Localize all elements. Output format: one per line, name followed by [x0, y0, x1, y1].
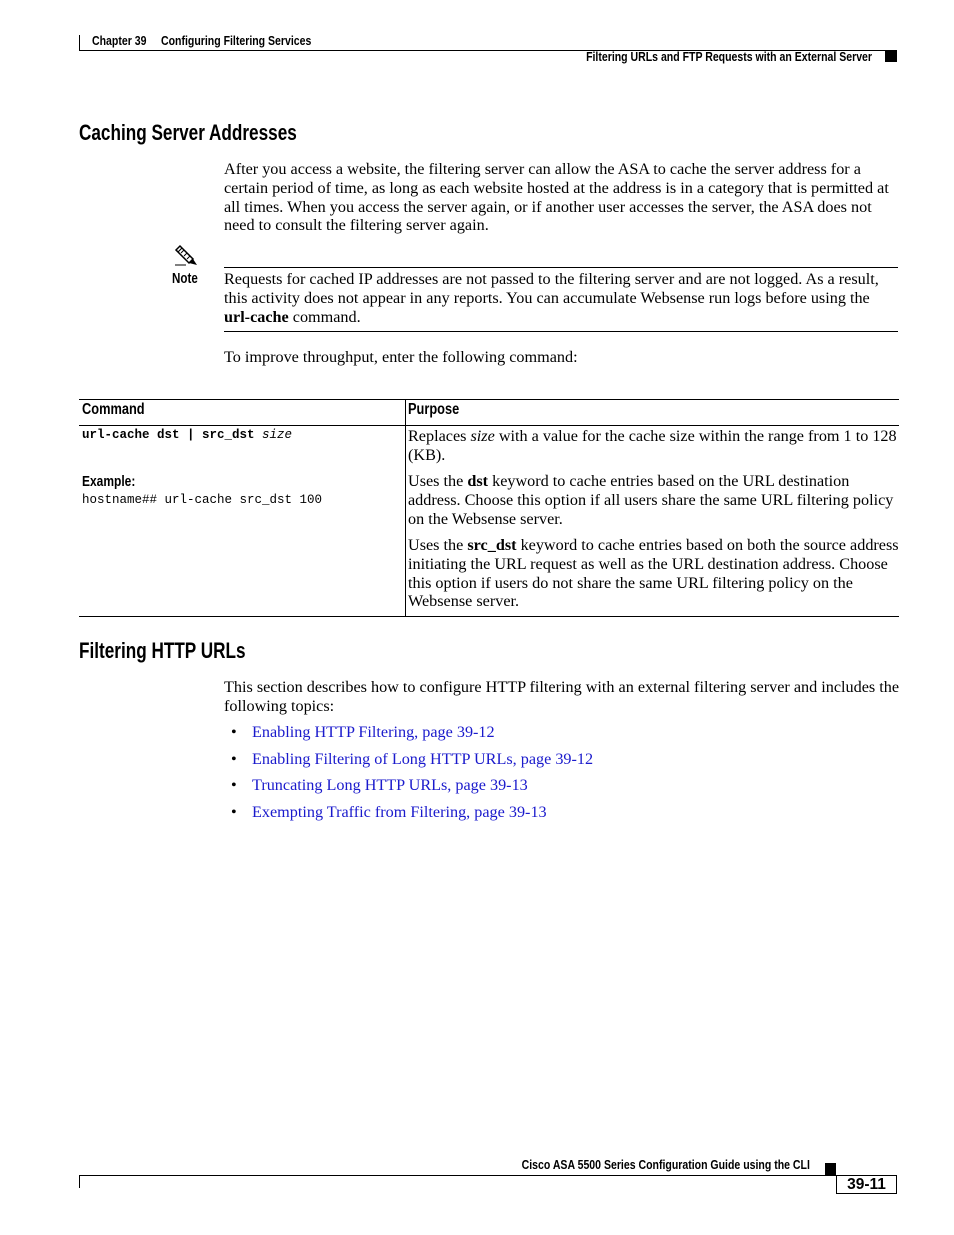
bullet-icon	[231, 776, 237, 795]
table-bottom-rule	[79, 616, 899, 617]
paragraph-line: This section describes how to configure HTTP filtering with an external filtering server and includes the	[224, 678, 900, 696]
footer-guide-title: Cisco ASA 5500 Series Configuration Guide using the CLI	[521, 1157, 810, 1172]
purpose-line	[408, 427, 897, 446]
header-marker-square	[885, 50, 897, 62]
example-command: hostname## url-cache src_dst 100	[82, 493, 323, 507]
command-lead-in: To improve throughput, enter the following command:	[224, 348, 578, 366]
command-argument: size	[262, 428, 293, 442]
paragraph-line: following topics:	[224, 696, 335, 715]
paragraph-line: certain period of time, as long as each website hosted at the address is in a category that is permitted at	[224, 178, 889, 197]
purpose-text: Uses the	[408, 472, 468, 490]
command-keywords: url-cache dst | src_dst	[82, 428, 263, 442]
purpose-term: dst	[467, 472, 489, 490]
topic-link-long-http-urls[interactable]: Enabling Filtering of Long HTTP URLs, page 39-12	[252, 750, 594, 768]
footer-marker-square	[825, 1163, 836, 1175]
purpose-line: on the Websense server.	[408, 509, 563, 528]
topic-list-item	[252, 723, 495, 742]
purpose-line: Websense server.	[408, 592, 520, 611]
purpose-text: Uses the	[408, 536, 468, 554]
table-header-purpose: Purpose	[408, 401, 460, 418]
chapter-title: Configuring Filtering Services	[161, 33, 312, 48]
purpose-term: src_dst	[467, 536, 517, 554]
chapter-number: Chapter 39	[92, 33, 147, 48]
page-number	[836, 1175, 897, 1194]
table-column-divider	[405, 399, 406, 617]
topic-link-truncating-urls[interactable]: Truncating Long HTTP URLs, page 39-13	[252, 776, 528, 794]
topic-list-item	[252, 750, 593, 769]
purpose-text: with a value for the cache size within the range from 1 to 128	[494, 427, 897, 445]
paragraph-line: all times. When you access the server again, or if another user accesses the server, the ASA does not	[224, 197, 872, 216]
topic-list-item	[252, 776, 528, 795]
note-label: Note	[172, 271, 198, 287]
purpose-text: keyword to cache entries based on the URL destination	[488, 472, 850, 490]
purpose-dst-keyword	[408, 472, 893, 528]
purpose-line: address. Choose this option if all users share the same URL filtering policy	[408, 490, 894, 509]
command-syntax	[82, 428, 292, 442]
section-running-title: Filtering URLs and FTP Requests with an External Server	[586, 49, 872, 64]
topic-link-exempting-traffic[interactable]: Exempting Traffic from Filtering, page 39-13	[252, 803, 547, 821]
purpose-line: (KB).	[408, 445, 446, 464]
caching-intro-paragraph	[224, 160, 889, 235]
purpose-line: this option if users do not share the same URL filtering policy on the	[408, 573, 853, 592]
table-top-rule	[79, 399, 899, 400]
header-left-tick	[79, 35, 80, 51]
page-number-text: 39-11	[847, 1175, 886, 1193]
bullet-icon	[231, 750, 237, 769]
note-line-rest: command.	[288, 307, 361, 326]
table-header-command: Command	[82, 401, 145, 418]
purpose-src-dst-keyword	[408, 536, 899, 611]
paragraph-line: After you access a website, the filtering server can allow the ASA to cache the server address for a	[224, 160, 861, 178]
heading-caching-server-addresses: Caching Server Addresses	[79, 120, 297, 145]
purpose-replaces-size	[408, 427, 897, 465]
footer-rule	[79, 1175, 836, 1176]
note-line	[224, 308, 879, 327]
note-top-rule	[224, 267, 898, 268]
purpose-line	[408, 472, 893, 491]
bullet-icon	[231, 803, 237, 822]
example-label: Example:	[82, 473, 136, 490]
note-pencil-icon	[174, 244, 200, 266]
table-header-rule	[79, 425, 899, 426]
note-line: this activity does not appear in any reports. You can accumulate Websense run logs before using the	[224, 288, 870, 307]
purpose-line: initiating the URL request as well as the URL destination address. Choose	[408, 554, 888, 573]
http-intro-paragraph	[224, 678, 899, 716]
purpose-text: keyword to cache entries based on both the source address	[516, 536, 899, 554]
purpose-term: size	[470, 427, 495, 445]
topic-list-item	[252, 803, 547, 822]
purpose-text: Replaces	[408, 427, 471, 445]
note-line: Requests for cached IP addresses are not passed to the filtering server and are not logged. As a result,	[224, 270, 879, 288]
topic-link-enabling-http-filtering[interactable]: Enabling HTTP Filtering, page 39-12	[252, 723, 495, 741]
note-command-keyword: url-cache	[224, 307, 289, 326]
heading-filtering-http-urls: Filtering HTTP URLs	[79, 638, 246, 663]
bullet-icon	[231, 723, 237, 742]
note-text	[224, 270, 879, 326]
purpose-line	[408, 536, 899, 555]
footer-left-tick	[79, 1175, 80, 1188]
note-bottom-rule	[224, 331, 898, 332]
paragraph-line: need to consult the filtering server again.	[224, 216, 489, 235]
